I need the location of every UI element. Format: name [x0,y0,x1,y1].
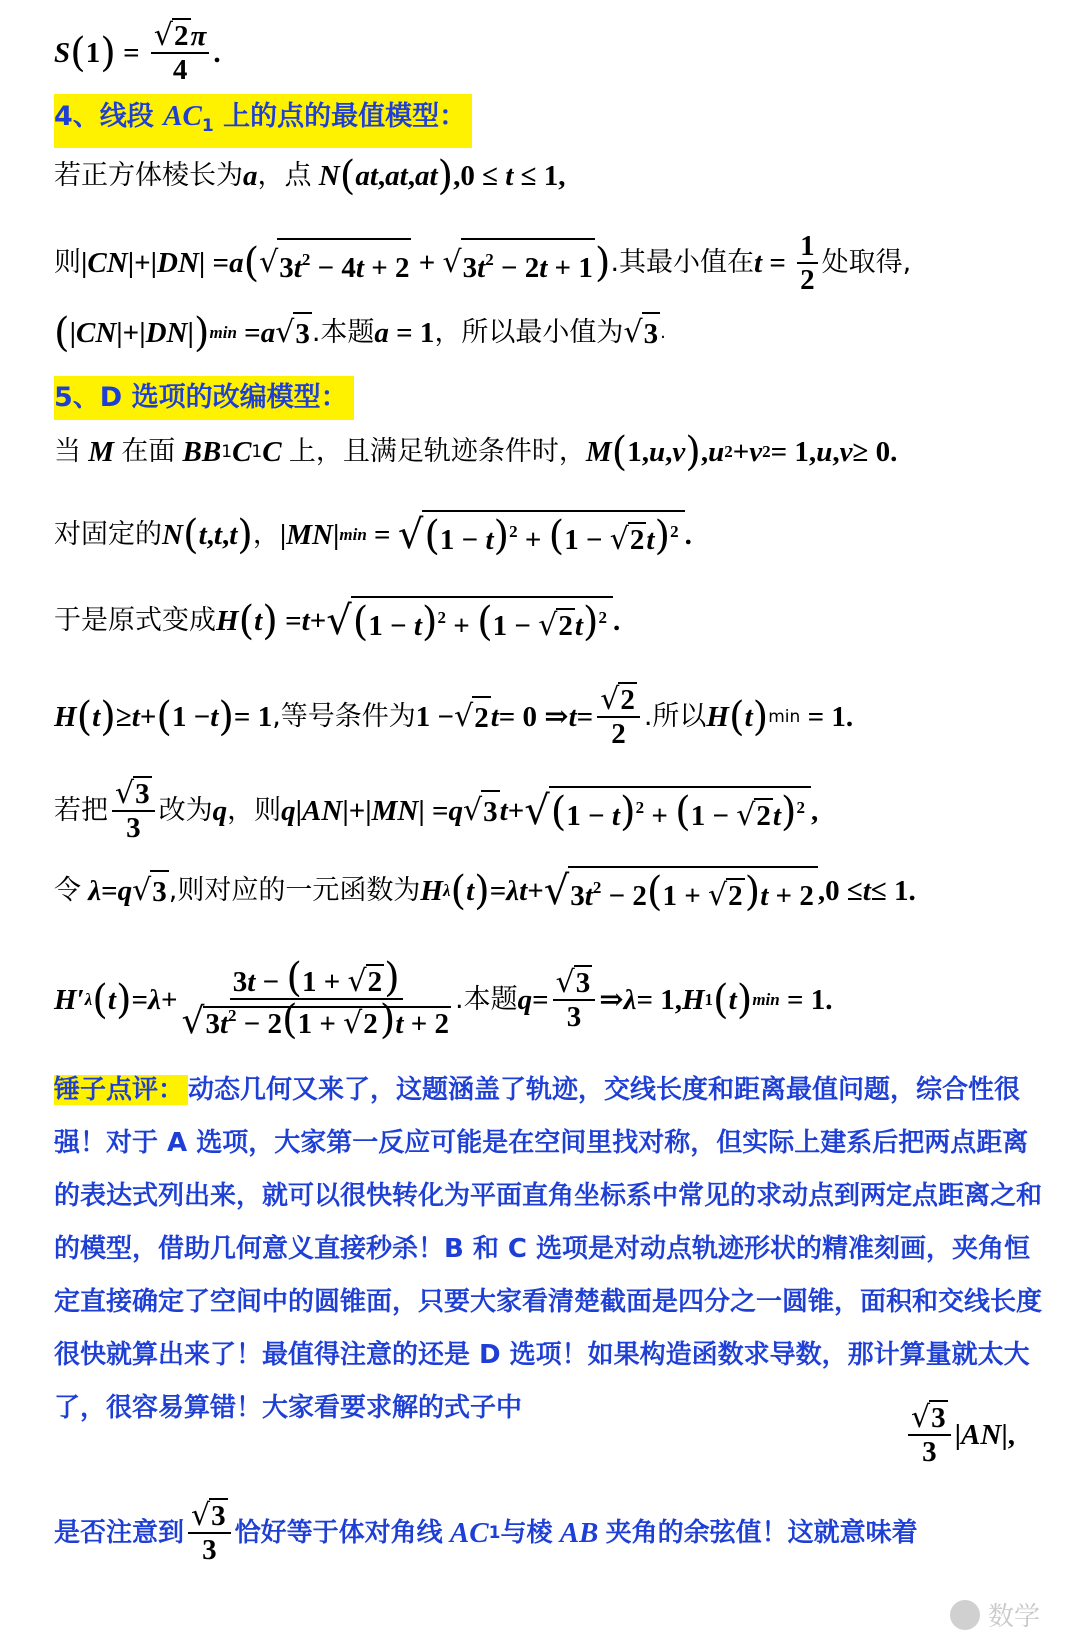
comment-inline-formula: $\frac{√3}{3}$ | AN |, [904,1402,1015,1468]
comment-label: 锤子点评： [54,1075,188,1105]
text-line-h-of-t: 于是原式变成 H ( t ) = t + √ $(1 - t)^2 + (1 - √2t)^2$ . [54,598,621,645]
comment-paragraph [54,1064,1044,1435]
watermark: 数学 [950,1596,1040,1633]
text-line-cn-dn: 则 | CN |+| DN | = a ( √ $3t^2 - 4t + 2$ + √ $3t^2 - 2t + 1$ ) .其最小值在 t = $\frac{1}{2}$ 处取得, [54,230,912,296]
text-line-min: ( | CN |+| DN | ) min = a √ 3 .本题 a = 1 ，所以最小值为 √ 3 . [54,310,666,356]
heading-4: 4、线段 $AC_1$ 上的点的最值模型： [54,94,472,148]
text-line-replace-q: 若把 $\frac{√3}{3}$ 改为 q ，则 q | AN |+| MN | = q √ 3 t + √ $(1 - t)^2 + (1 - √2t)^2$ , [54,776,819,844]
text-line-fixed-n: 对固定的 N ( t , t , t ) ， | MN | min = √ $(1 - t)^2 + (1 - √2t)^2$ . [54,512,692,559]
text-line-cube: 若正方体棱长为 a ，点 N ( at , at , at ) ,0 ≤ t ≤ 1, [54,153,566,199]
text-line-derivative: H′ λ ( t ) = λ + $\frac{3t - (1 + √2)}{√3t^2 - 2(1 + √2)t + 2}$ .本题 q = $\frac{√3}{3}$ ⇒ λ = 1, H 1 ( t ) min = 1. [54,955,833,1043]
heading-5: 5、D 选项的改编模型： [54,376,354,420]
wechat-logo-icon [950,1600,980,1630]
comment-last-line: 是否注意到 $\frac{√3}{3}$ 恰好等于体对角线 AC 1 与棱 AB 夹角的余弦值！这就意味着 [54,1498,918,1566]
text-line-h-min: H ( t ) ≥ t + ( 1 − t ) = 1 ,等号条件为 1 − √ 2 t = 0 ⇒ t = $\frac{√2}{2}$ .所以 H ( t ) min = 1. [54,682,854,750]
text-line-m-on-face: 当 M 在面 BB 1 C 1 C 上，且满足轨迹条件时， M ( 1, u , v ) , u 2 + v 2 = 1, u , v ≥ 0. [54,429,898,475]
text-line-lambda: 令 λ = q √ 3 ,则对应的一元函数为 H λ ( t ) = λt + √ $3t^2 - 2(1 + √2)t + 2$ ,0 ≤ t ≤ 1. [54,868,916,915]
comment-text: 动态几何又来了，这题涵盖了轨迹，交线长度和距离最值问题，综合性很强！对于 A 选项，大家第一反应可能是在空间里找对称，但实际上建系后把两点距离的表达式列出来，就可以很快转化为平面直角坐标系中常见的求动点到两定点距离之和的模型，借助几何意义直接秒杀！B 和 C 选项是对动点轨迹形状的精准刻画，夹角恒定直接确定了空间中的圆锥面，只要大家看清楚截面是四分之一圆锥，面积和交线长度很快就算出来了！最值得注意的还是 D 选项！如果构造函数求导数，那计算量就太大了，很容易算错！大家看要求解的式子中 [54,1075,1043,1423]
formula-s1: S ( 1 ) = $\frac{√2\pi}{4}$ . [54,18,221,86]
